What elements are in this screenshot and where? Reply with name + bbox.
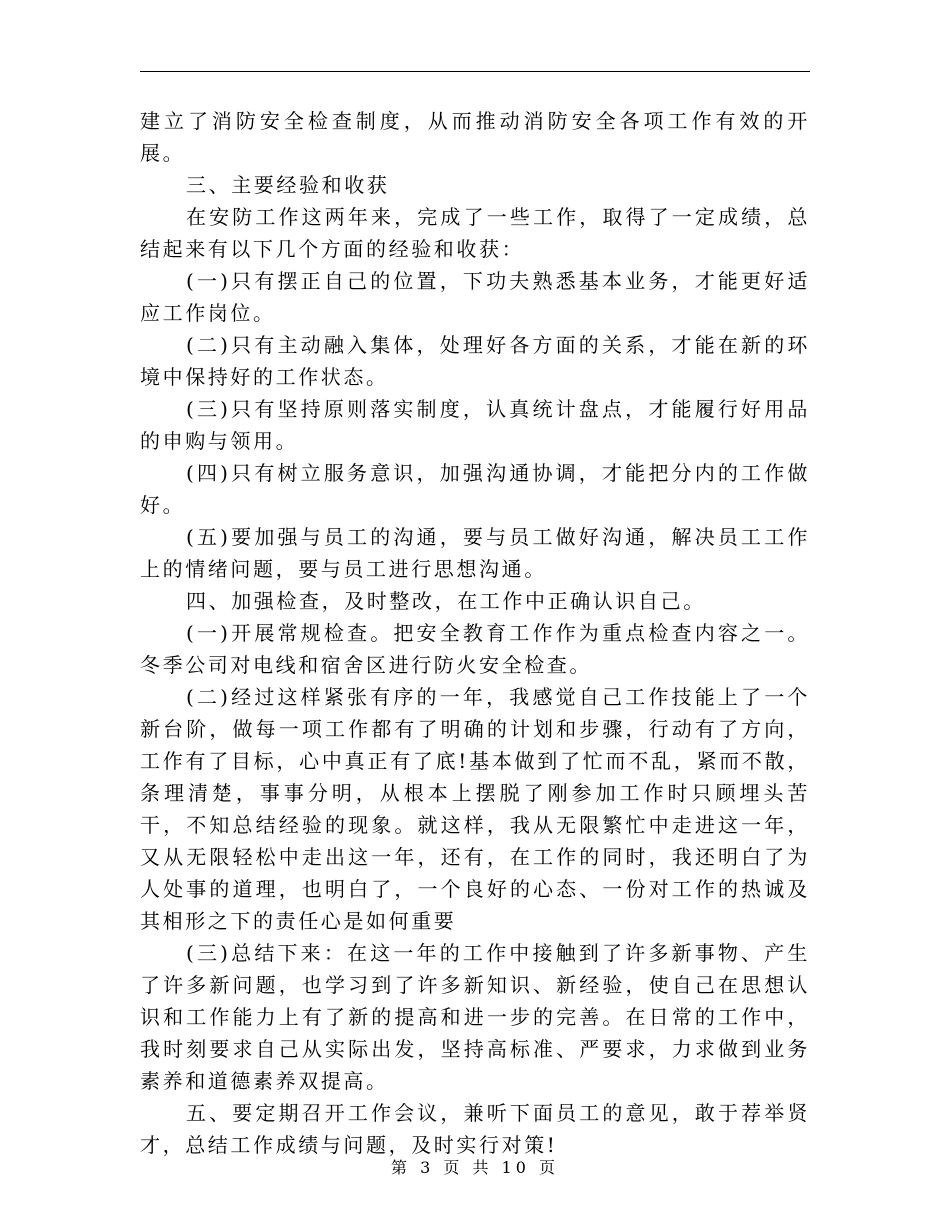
section-heading-3: 三、主要经验和收获 (186, 173, 390, 197)
list-item-4: (四)只有树立服务意识，加强沟通协调，才能把分内的工作做好。 (140, 461, 810, 517)
list-item-8: (三)总结下来：在这一年的工作中接触到了许多新事物、产生了许多新问题，也学习到了许多新知识、新经验，使自己在思想认识和工作能力上有了新的提高和进一步的完善。在日常的工作中，我时刻要求自己从实际出发，坚持高标准、严要求，力求做到业务素养和道德素养双提高。 (140, 941, 810, 1093)
section-heading-5: 五、要定期召开工作会议，兼听下面员工的意见，敢于荐举贤才，总结工作成绩与问题，及时实行对策! (140, 1101, 810, 1157)
list-item-1: (一)只有摆正自己的位置，下功夫熟悉基本业务，才能更好适应工作岗位。 (140, 269, 810, 325)
list-item-5: (五)要加强与员工的沟通，要与员工做好沟通，解决员工工作上的情绪问题，要与员工进行思想沟通。 (140, 525, 810, 581)
paragraph-1: 建立了消防安全检查制度，从而推动消防安全各项工作有效的开展。 (140, 109, 810, 165)
paragraph-2: 在安防工作这两年来，完成了一些工作，取得了一定成绩，总结起来有以下几个方面的经验和收获： (140, 205, 810, 261)
list-item-6: (一)开展常规检查。把安全教育工作作为重点检查内容之一。冬季公司对电线和宿舍区进行防火安全检查。 (140, 621, 810, 677)
page-number: 第 3 页 共 10 页 (391, 1158, 559, 1177)
list-item-3: (三)只有坚持原则落实制度，认真统计盘点，才能履行好用品的申购与领用。 (140, 397, 810, 453)
list-item-7: (二)经过这样紧张有序的一年，我感觉自己工作技能上了一个新台阶，做每一项工作都有了明确的计划和步骤，行动有了方向，工作有了目标，心中真正有了底!基本做到了忙而不乱，紧而不散，条理清楚，事事分明，从根本上摆脱了刚参加工作时只顾埋头苦干，不知总结经验的现象。就这样，我从无限繁忙中走进这一年，又从无限轻松中走出这一年，还有，在工作的同时，我还明白了为人处事的道理，也明白了，一个良好的心态、一份对工作的热诚及其相形之下的责任心是如何重要 (140, 685, 810, 933)
header-rule (140, 71, 810, 72)
section-heading-4: 四、加强检查，及时整改，在工作中正确认识自己。 (186, 589, 706, 613)
document-body (140, 105, 810, 1161)
list-item-2: (二)只有主动融入集体，处理好各方面的关系，才能在新的环境中保持好的工作状态。 (140, 333, 810, 389)
